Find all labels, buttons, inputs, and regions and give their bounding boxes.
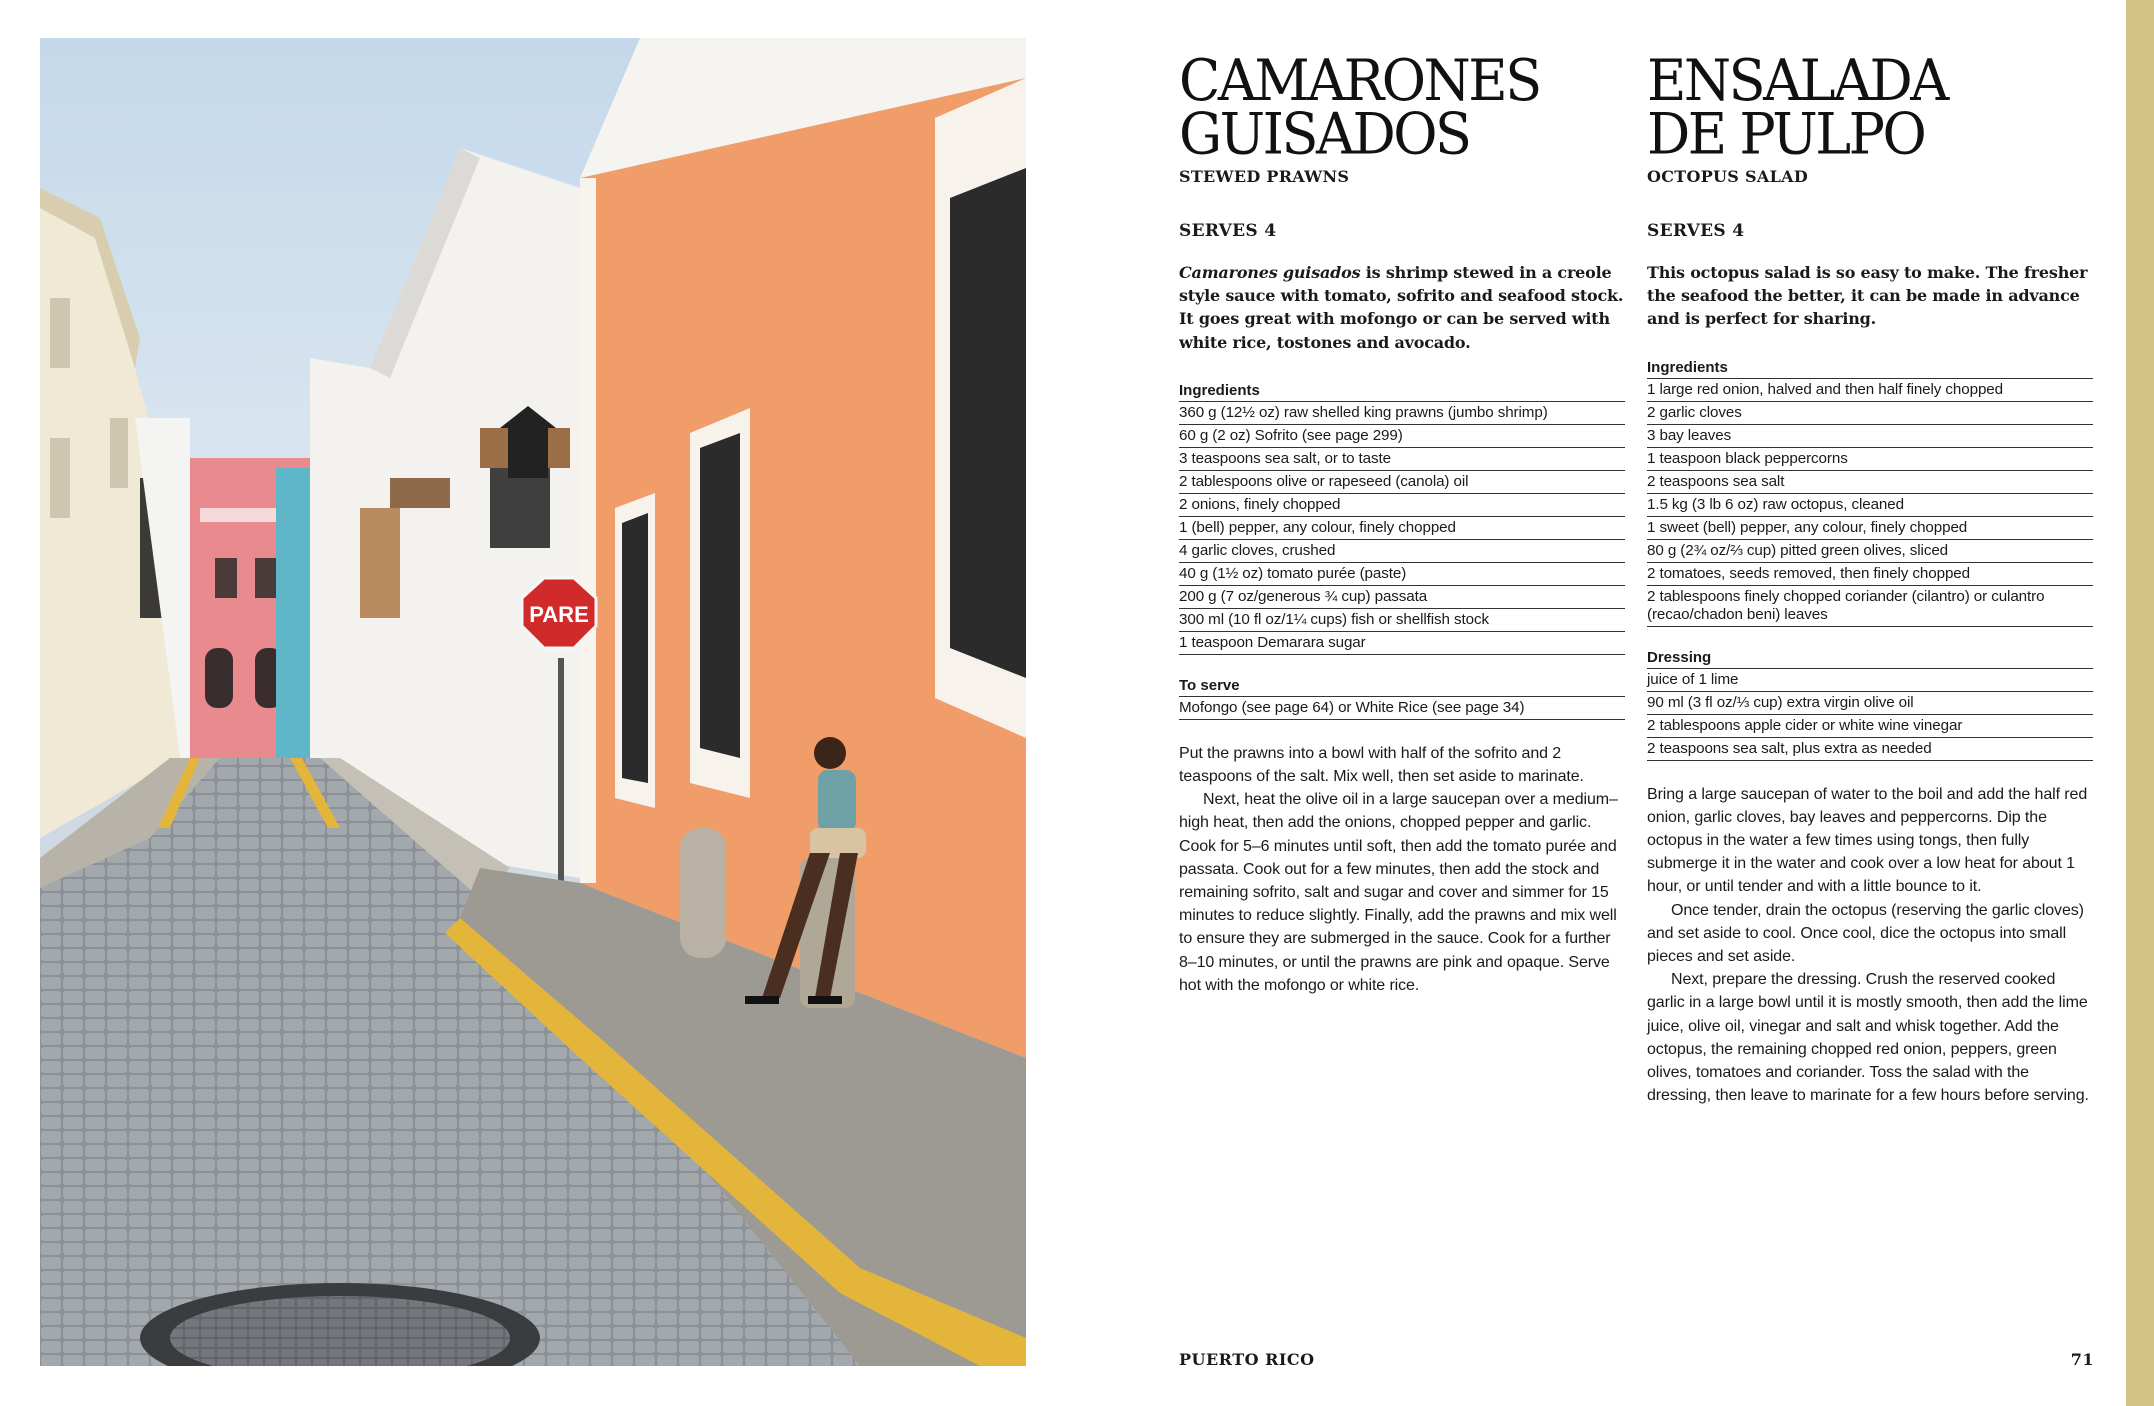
ingredient-item: 3 teaspoons sea salt, or to taste bbox=[1179, 448, 1625, 471]
street-photo bbox=[40, 38, 1026, 1366]
recipe-subtitle: OCTOPUS SALAD bbox=[1647, 167, 1809, 186]
to-serve-list bbox=[1179, 697, 1625, 720]
method-paragraph: Once tender, drain the octopus (reserving the garlic cloves) and set aside to cool. Once cool, dice the octopus into small pieces and set aside. bbox=[1647, 901, 2084, 966]
dressing-item: 2 tablespoons apple cider or white wine vinegar bbox=[1647, 715, 2093, 738]
ingredient-item: 1 sweet (bell) pepper, any colour, finely chopped bbox=[1647, 517, 2093, 540]
ingredient-item: 2 tablespoons olive or rapeseed (canola) oil bbox=[1179, 471, 1625, 494]
recipe-ensalada-de-pulpo bbox=[1647, 47, 2093, 1107]
recipe-title: ENSALADA DE PULPO bbox=[1647, 47, 1947, 168]
ingredient-item: 40 g (1½ oz) tomato purée (paste) bbox=[1179, 563, 1625, 586]
street-scene-illustration bbox=[40, 38, 1026, 1366]
ingredients-list bbox=[1647, 379, 2093, 627]
dressing-item: 90 ml (3 fl oz/⅓ cup) extra virgin olive oil bbox=[1647, 692, 2093, 715]
ingredients-list bbox=[1179, 402, 1625, 655]
intro-emphasis: Camarones guisados bbox=[1179, 263, 1361, 282]
ingredients-heading: Ingredients bbox=[1647, 359, 2093, 379]
page-number: 71 bbox=[2070, 1350, 2094, 1369]
method-paragraph: Bring a large saucepan of water to the boil and add the half red onion, garlic cloves, bay leaves and peppercorns. Dip the octopus in the water a few times using tongs, then fully submerge it in the water and cook over a low heat for about 1 hour, or until tender and with a little bounce to it. bbox=[1647, 785, 2088, 896]
method-paragraph: Next, heat the olive oil in a large saucepan over a medium–high heat, then add the onions, chopped pepper and garlic. Cook for 5–6 minutes until soft, then add the tomato purée and passata. Cook out for a few minutes, then add the stock and remaining sofrito, salt and sugar and cover and simmer for 15 minutes to reduce slightly. Finally, add the prawns and mix well to ensure they are submerged in the sauce. Cook for a further 8–10 minutes, or until the prawns are pink and opaque. Serve hot with the mofongo or white rice. bbox=[1179, 791, 1618, 994]
ingredient-item: 1 teaspoon Demarara sugar bbox=[1179, 632, 1625, 655]
serves-label: SERVES 4 bbox=[1179, 221, 1277, 241]
to-serve-section bbox=[1179, 677, 1625, 720]
ingredient-item: 300 ml (10 fl oz/1¼ cups) fish or shellfish stock bbox=[1179, 609, 1625, 632]
ingredient-item: 60 g (2 oz) Sofrito (see page 299) bbox=[1179, 425, 1625, 448]
recipe-intro bbox=[1179, 261, 1625, 354]
dressing-heading: Dressing bbox=[1647, 649, 2093, 669]
ingredients-heading: Ingredients bbox=[1179, 382, 1625, 402]
method-paragraph: Put the prawns into a bowl with half of the sofrito and 2 teaspoons of the salt. Mix well, then set aside to marinate. bbox=[1179, 744, 1584, 786]
stop-sign-text: PARE bbox=[529, 602, 589, 627]
ingredient-item: 1 large red onion, halved and then half finely chopped bbox=[1647, 379, 2093, 402]
ingredient-item: 80 g (2¾ oz/⅔ cup) pitted green olives, sliced bbox=[1647, 540, 2093, 563]
page-edge-accent bbox=[2126, 0, 2154, 1406]
dressing-list bbox=[1647, 669, 2093, 761]
dressing-section bbox=[1647, 649, 2093, 761]
stone-bollard bbox=[680, 828, 726, 958]
ingredient-item: 200 g (7 oz/generous ¾ cup) passata bbox=[1179, 586, 1625, 609]
street-lamp bbox=[508, 428, 548, 478]
ingredients-section bbox=[1647, 359, 2093, 627]
ingredient-item: 2 teaspoons sea salt bbox=[1647, 471, 2093, 494]
dressing-item: juice of 1 lime bbox=[1647, 669, 2093, 692]
recipe-subtitle: STEWED PRAWNS bbox=[1179, 167, 1350, 186]
footer-section-name: PUERTO RICO bbox=[1179, 1350, 1315, 1369]
woman-sitting bbox=[814, 737, 846, 769]
intro-text: is shrimp stewed in a creole style sauce with tomato, sofrito and seafood stock. It goes great with mofongo or can be served with white rice, tostones and avocado. bbox=[1179, 263, 1624, 352]
recipe-intro: This octopus salad is so easy to make. The fresher the seafood the better, it can be made in advance and is perfect for sharing. bbox=[1647, 263, 2088, 329]
method-section bbox=[1647, 783, 2093, 1108]
ingredient-item: 2 onions, finely chopped bbox=[1179, 494, 1625, 517]
ingredient-item: 1.5 kg (3 lb 6 oz) raw octopus, cleaned bbox=[1647, 494, 2093, 517]
ingredient-item: 3 bay leaves bbox=[1647, 425, 2093, 448]
method-section bbox=[1179, 742, 1625, 997]
ingredients-section bbox=[1179, 382, 1625, 655]
ingredient-item: 4 garlic cloves, crushed bbox=[1179, 540, 1625, 563]
recipe-title: CAMARONES GUISADOS bbox=[1179, 47, 1540, 168]
dressing-item: 2 teaspoons sea salt, plus extra as needed bbox=[1647, 738, 2093, 761]
ingredient-item: 360 g (12½ oz) raw shelled king prawns (jumbo shrimp) bbox=[1179, 402, 1625, 425]
recipe-camarones-guisados bbox=[1179, 47, 1625, 997]
method-paragraph: Next, prepare the dressing. Crush the reserved cooked garlic in a large bowl until it is mostly smooth, then add the lime juice, olive oil, vinegar and salt and whisk together. Add the octopus, the remaining chopped red onion, peppers, green olives, tomatoes and coriander. Toss the salad with the dressing, then leave to marinate for a few hours before serving. bbox=[1647, 971, 2089, 1105]
ingredient-item: 2 tomatoes, seeds removed, then finely chopped bbox=[1647, 563, 2093, 586]
serves-label: SERVES 4 bbox=[1647, 221, 1745, 241]
ingredient-item: 2 garlic cloves bbox=[1647, 402, 2093, 425]
ingredient-item: 1 (bell) pepper, any colour, finely chopped bbox=[1179, 517, 1625, 540]
ingredient-item: 2 tablespoons finely chopped coriander (cilantro) or culantro (recao/chadon beni) leaves bbox=[1647, 586, 2093, 627]
to-serve-item: Mofongo (see page 64) or White Rice (see page 34) bbox=[1179, 697, 1625, 720]
to-serve-heading: To serve bbox=[1179, 677, 1625, 697]
ingredient-item: 1 teaspoon black peppercorns bbox=[1647, 448, 2093, 471]
